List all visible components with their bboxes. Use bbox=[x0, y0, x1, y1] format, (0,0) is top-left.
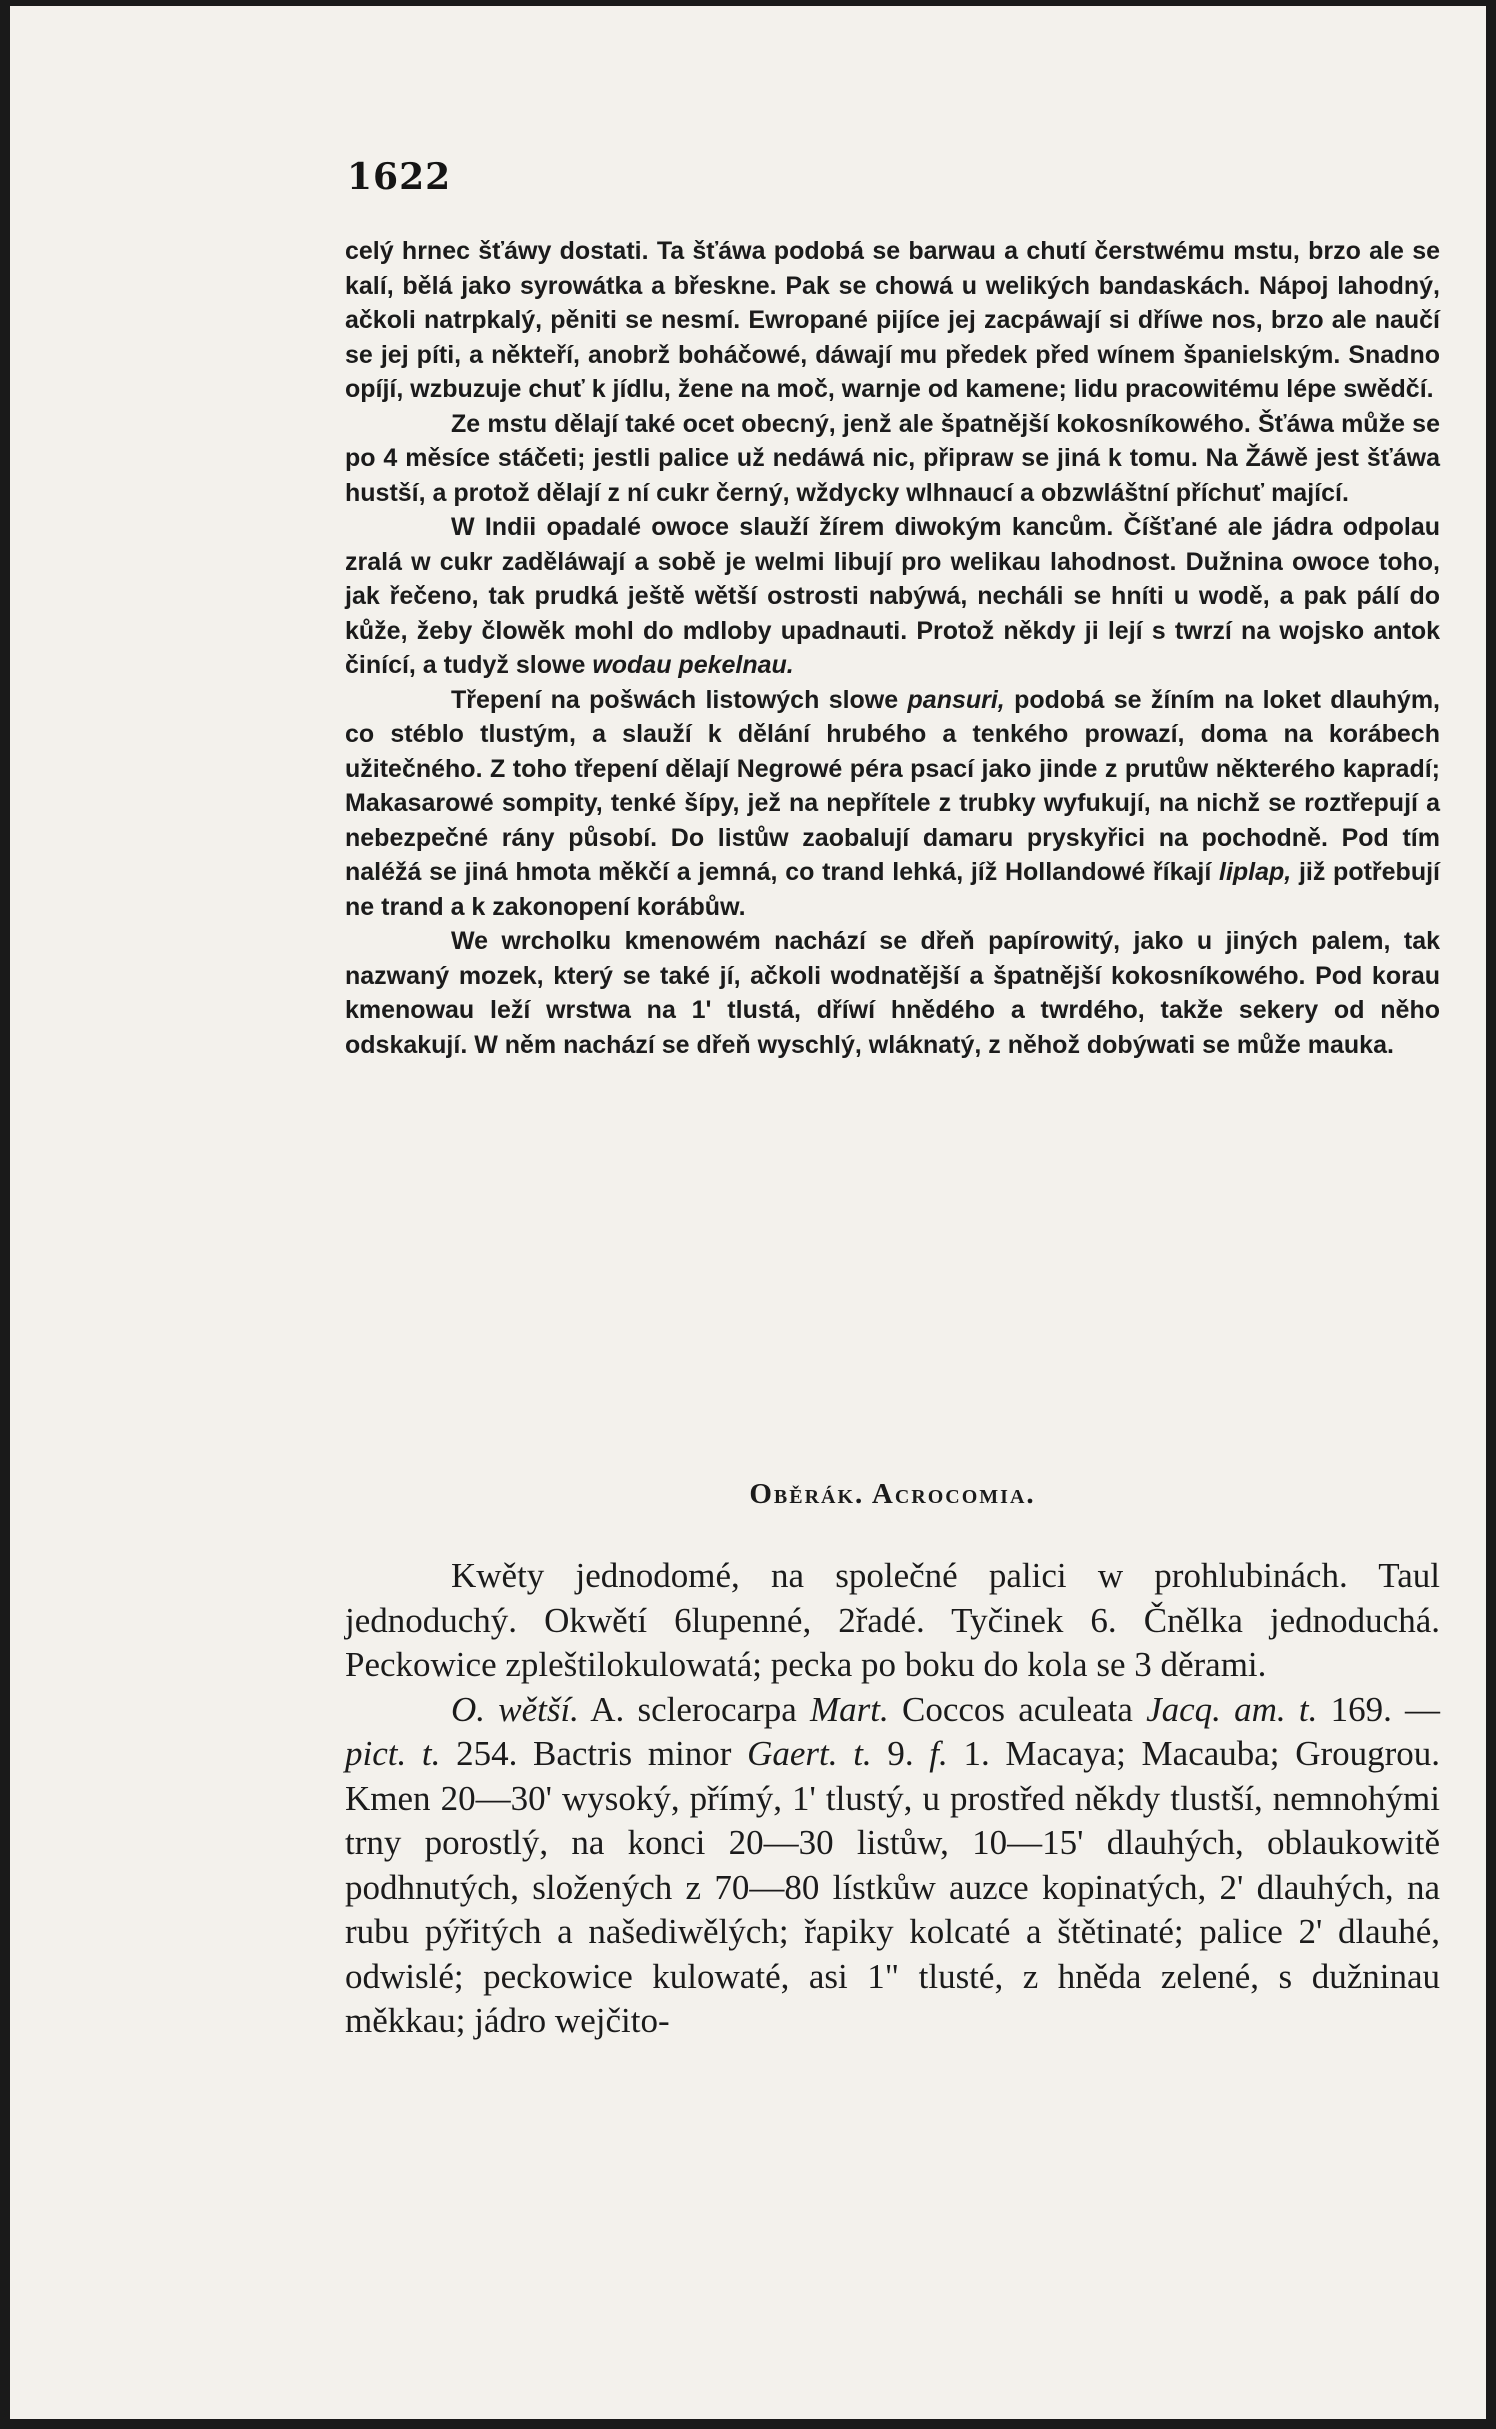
paragraph-5: We wrcholku kmenowém nachází se dřeň papírowitý, jako u jiných palem, tak nazwaný mozek, který se také jí, ačkoli wodnatější a špatnější kokosníkowého. Pod korau kmenowau leží wrstwa na 1' tlustá, dříwí hnědého a twrdého, takže sekery od něho odskakují. W něm nachází se dřeň wyschlý, wláknatý, z něhož dobýwati se může mauka. bbox=[345, 927, 1440, 1059]
species-author: Mart. bbox=[810, 1689, 889, 1729]
species-text-4: 254. Bactris minor bbox=[456, 1734, 732, 1773]
genus-heading bbox=[345, 1478, 1440, 1511]
paragraph-4-text-b: podobá se žíním na loket dlauhým, co stéblo tlustým, a slauží k dělání hrubého a tenkého prowazí, doma na korábech užitečného. Z toho třepení dělají Negrowé péra psací jako jinde z prutůw některého kapradí; Makasarowé sompity, tenké šípy, jež na nepřítele z trubky wyfukují, na nichž se roztřepují a nebezpečné rány působí. Do listůw zaobalují damaru pryskyřici na pochodně. Pod tím naléžá se jiná hmota měkčí a jemná, co trand lehká, jíž Hollandowé říkají bbox=[345, 685, 1441, 886]
species-text-5: 9. bbox=[887, 1734, 914, 1773]
species-text-6: 1. Macaya; Macauba; Grougrou. Kmen 20—30' wysoký, přímý, 1' tlustý, u prostřed někdy tlustší, nemnohými trny porostlý, na konci 20—30 listůw, 10—15' dlauhých, oblaukowitě podhnutých, složených z 70—80 lístkůw auzce kopinatých, 2' dlauhých, na rubu pýřitých a našediwělých; řapiky kolcaté a štětinaté; palice 2' dlauhé, odwislé; peckowice kulowaté, asi 1" tlusté, z hněda zelené, s dužninau měkkau; jádro wejčito- bbox=[345, 1734, 1441, 2040]
paragraph-3 bbox=[345, 510, 1440, 683]
genus-heading-czech: Oběrák. bbox=[749, 1478, 865, 1510]
paragraph-1: celý hrnec šťáwy dostati. Ta šťáwa podobá se barwau a chutí čerstwému mstu, brzo ale se kalí, bělá jako syrowátka a břeskne. Pak se chowá u welikých bandaskách. Nápoj lahodný, ačkoli natrpkalý, pěniti se nesmí. Ewropané pijíce jej zacpáwají si dříwe nos, brzo ale naučí se jej píti, a někteří, anobrž boháčowé, dáwají mu předek před wínem španielským. Snadno opíjí, wzbuzuje chuť k jídlu, žene na moč, warnje od kamene; lidu pracowitému lépe swědčí. bbox=[345, 237, 1440, 403]
upper-text-section bbox=[345, 234, 1440, 1062]
paragraph-4-text-c: již potřebují ne trand a k zakonopení korábůw. bbox=[345, 858, 1440, 921]
species-ref-3: Gaert. t. bbox=[747, 1734, 872, 1773]
genus-description: Kwěty jednodomé, na společné palici w prohlubinách. Taul jednoduchý. Okwětí 6lupenné, 2řadé. Tyčinek 6. Čnělka jednoduchá. Peckowice zpleštilokulowatá; pecka po boku do kola se 3 děrami. bbox=[345, 1556, 1440, 1684]
species-description bbox=[345, 1688, 1440, 2044]
page-number: 1622 bbox=[347, 156, 452, 198]
species-ref-1: Jacq. am. t. bbox=[1146, 1689, 1318, 1729]
paragraph-4-italic-term-b: liplap, bbox=[1219, 858, 1292, 886]
paragraph-4-text-a: Třepení na pošwách listowých slowe bbox=[451, 685, 899, 714]
species-name-czech: O. wětší. bbox=[451, 1689, 579, 1729]
paragraph-3-italic-term: wodau pekelnau. bbox=[592, 651, 794, 679]
paragraph-4-italic-term-a: pansuri, bbox=[907, 685, 1005, 714]
species-text-3: 169. — bbox=[1330, 1689, 1441, 1729]
species-text-2: Coccos aculeata bbox=[902, 1689, 1133, 1729]
species-ref-2: pict. t. bbox=[345, 1734, 441, 1773]
paragraph-4 bbox=[345, 683, 1440, 925]
book-page bbox=[10, 6, 1486, 2419]
species-ref-4: f. bbox=[929, 1734, 948, 1773]
paragraph-2: Ze mstu dělají také ocet obecný, jenž ale špatnější kokosníkowého. Šťáwa může se po 4 měsíce stáčeti; jestli palice už nedáwá nic, připraw se jiná k tomu. Na Žáwě jest šťáwa hustší, a protož dělají z ní cukr černý, wždycky wlhnaucí a obzwláštní příchuť mající. bbox=[345, 409, 1440, 507]
lower-text-section bbox=[345, 1554, 1440, 2044]
species-text-1: A. sclerocarpa bbox=[590, 1689, 797, 1729]
genus-heading-latin: Acrocomia. bbox=[871, 1478, 1036, 1510]
paragraph-3-text: W Indii opadalé owoce slauží žírem diwokým kancům. Číšťané ale jádra odpolau zralá w cukr zaděláwají a sobě je welmi libují pro welikau lahodnost. Dužnina owoce toho, jak řečeno, tak prudká ještě wětší ostrosti nabýwá, necháli se hníti u wodě, a pak pálí do kůže, žeby člowěk mohl do mdloby upadnauti. Protož někdy ji lejí s twrzí na wojsko antok činící, a tudyž slowe bbox=[345, 513, 1440, 679]
